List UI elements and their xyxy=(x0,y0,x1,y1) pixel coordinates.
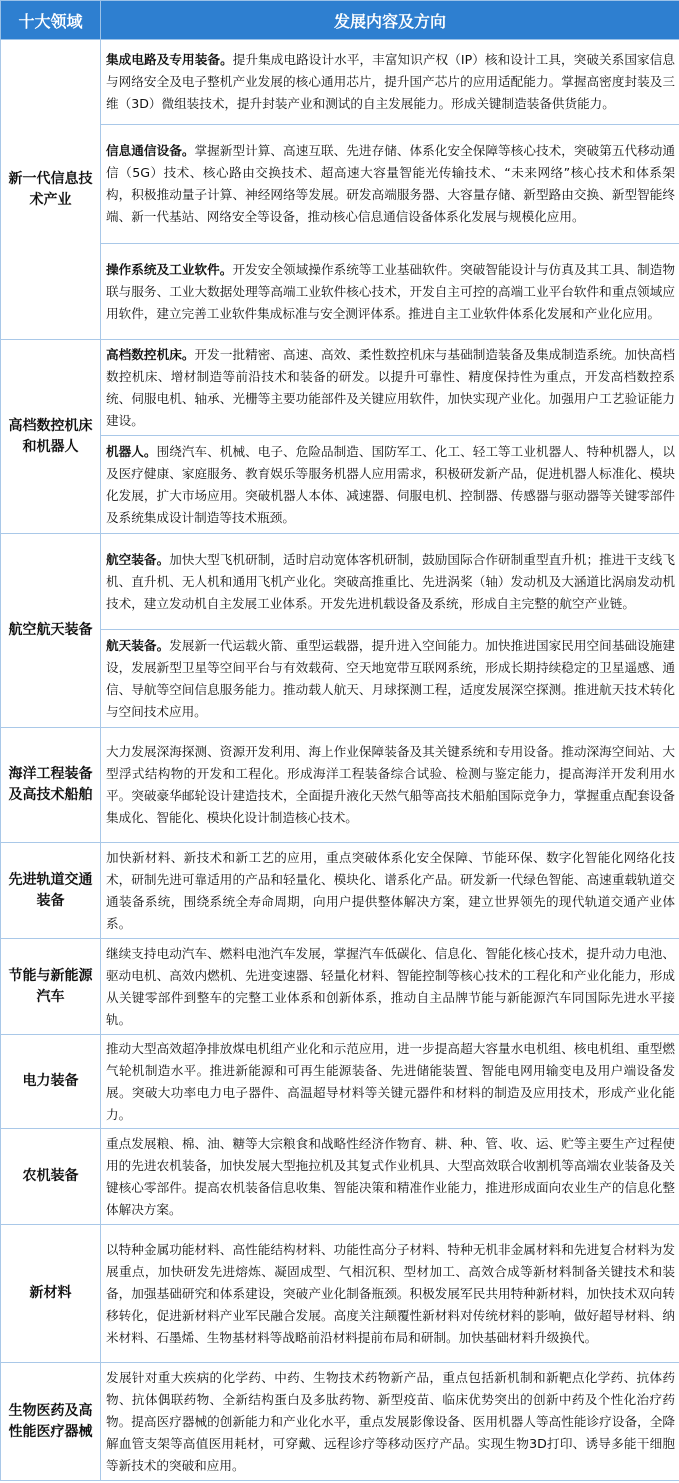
table-row xyxy=(1,534,679,630)
domain-item xyxy=(101,436,679,534)
item-text: 以特种金属功能材料、高性能结构材料、功能性高分子材料、特种无机非金属材料和先进复合材料为发展重点，加快研发先进熔炼、凝固成型、气相沉积、型材加工、高效合成等新材料制备关键技术和装备，加强基础研究和体系建设，突破产业化制备瓶颈。积极发展军民共用特种新材料，加快技术双向转移转化，促进新材料产业军民融合发展。高度关注颠覆性新材料对传统材料的影响，做好超导材料、纳米材料、石墨烯、生物基材料等战略前沿材料提前布局和研制。加快基础材料升级换代。 xyxy=(106,1241,675,1345)
item-text: 继续支持电动汽车、燃料电池汽车发展，掌握汽车低碳化、信息化、智能化核心技术，提升动力电池、驱动电机、高效内燃机、先进变速器、轻量化材料、智能控制等核心技术的工程化和产业化能力，形成从关键零部件到整车的完整工业体系和创新体系，推动自主品牌节能与新能源汽车同国际先进水平接轨。 xyxy=(106,945,675,1027)
item-text: 掌握新型计算、高速互联、先进存储、体系化安全保障等核心技术，突破第五代移动通信（5G）技术、核心路由交换技术、超高速大容量智能光传输技术、“未来网络”核心技术和体系架构，积极推动量子计算、神经网络等发展。研发高端服务器、大容量存储、新型路由交换、新型智能终端、新一代基站、网络安全等设备，推动核心信息通信设备体系化发展与规模化应用。 xyxy=(106,143,676,224)
domain-name: 新一代信息技术产业 xyxy=(1,40,101,340)
domain-name: 先进轨道交通装备 xyxy=(1,843,101,939)
item-title: 机器人。 xyxy=(106,443,157,459)
table-row xyxy=(1,728,679,843)
item-text: 围绕汽车、机械、电子、危险品制造、国防军工、化工、轻工等工业机器人、特种机器人，以及医疗健康、家庭服务、教育娱乐等服务机器人应用需求，积极研发新产品，促进机器人标准化、模块化发展，扩大市场应用。突破机器人本体、减速器、伺服电机、控制器、传感器与驱动器等关键零部件及系统集成设计制造等技术瓶颈。 xyxy=(106,443,676,525)
domain-item xyxy=(101,939,679,1035)
domain-name: 农机装备 xyxy=(1,1129,101,1225)
item-text: 发展新一代运载火箭、重型运载器，提升进入空间能力。加快推进国家民用空间基础设施建设，发展新型卫星等空间平台与有效载荷、空天地宽带互联网系统，形成长期持续稳定的卫星遥感、通信、导航等空间信息服务能力。推动载人航天、月球探测工程，适度发展深空探测。推进航天技术转化与空间技术应用。 xyxy=(106,637,676,719)
domain-item xyxy=(101,534,679,630)
table-row xyxy=(1,939,679,1035)
domain-item xyxy=(101,340,679,436)
item-text: 开发一批精密、高速、高效、柔性数控机床与基础制造装备及集成制造系统。加快高档数控机床、增材制造等前沿技术和装备的研发。以提升可靠性、精度保持性为重点，开发高档数控系统、伺服电机、轴承、光栅等主要功能部件及关键应用软件，加快实现产业化。加强用户工艺验证能力建设。 xyxy=(106,346,676,428)
domain-item xyxy=(101,630,679,728)
table-row xyxy=(1,1129,679,1225)
domain-name: 电力装备 xyxy=(1,1035,101,1129)
domain-item xyxy=(101,1363,679,1481)
table-row xyxy=(1,125,679,244)
table-row xyxy=(1,843,679,939)
table-row xyxy=(1,1363,679,1481)
table-row xyxy=(1,1035,679,1129)
domain-name: 航空航天装备 xyxy=(1,534,101,728)
domain-item xyxy=(101,1129,679,1225)
domain-name: 高档数控机床和机器人 xyxy=(1,340,101,534)
domain-item xyxy=(101,244,679,340)
domain-item xyxy=(101,728,679,843)
domain-item xyxy=(101,40,679,125)
item-title: 航空装备。 xyxy=(106,551,170,567)
domain-item xyxy=(101,1035,679,1129)
item-text: 开发安全领域操作系统等工业基础软件。突破智能设计与仿真及其工具、制造物联与服务、工业大数据处理等高端工业软件核心技术，开发自主可控的高端工业平台软件和重点领域应用软件，建立完善工业软件集成标准与安全测评体系。推进自主工业软件体系化发展和产业化应用。 xyxy=(106,261,676,321)
domain-item xyxy=(101,843,679,939)
item-title: 集成电路及专用装备。 xyxy=(106,52,233,67)
table-row xyxy=(1,40,679,125)
table-row xyxy=(1,436,679,534)
table-row xyxy=(1,630,679,728)
item-text: 大力发展深海探测、资源开发利用、海上作业保障装备及其关键系统和专用设备。推动深海空间站、大型浮式结构物的开发和工程化。形成海洋工程装备综合试验、检测与鉴定能力，提高海洋开发利用水平。突破豪华邮轮设计建造技术，全面提升液化天然气船等高技术船舶国际竞争力，掌握重点配套设备集成化、智能化、模块化设计制造核心技术。 xyxy=(106,744,675,825)
domain-name: 生物医药及高性能医疗器械 xyxy=(1,1363,101,1481)
domain-item xyxy=(101,125,679,244)
header-content: 发展内容及方向 xyxy=(101,1,679,40)
item-title: 航天装备。 xyxy=(106,637,170,653)
domain-item xyxy=(101,1225,679,1363)
header-domain: 十大领域 xyxy=(1,1,101,40)
table-header-row xyxy=(1,1,679,40)
domain-name: 海洋工程装备及高技术船舶 xyxy=(1,728,101,843)
table-row xyxy=(1,1225,679,1363)
item-text: 加快新材料、新技术和新工艺的应用，重点突破体系化安全保障、节能环保、数字化智能化网络化技术，研制先进可靠适用的产品和轻量化、模块化、谱系化产品。研发新一代绿色智能、高速重载轨道交通装备系统，围绕系统全寿命周期，向用户提供整体解决方案，建立世界领先的现代轨道交通产业体系。 xyxy=(106,849,675,931)
item-text: 提升集成电路设计水平，丰富知识产权（IP）核和设计工具，突破关系国家信息与网络安全及电子整机产业发展的核心通用芯片，提升国产芯片的应用适配能力。掌握高密度封装及三维（3D）微组装技术，提升封装产业和测试的自主发展能力。形成关键制造装备供货能力。 xyxy=(106,52,675,111)
item-title: 高档数控机床。 xyxy=(106,346,195,362)
item-title: 信息通信设备。 xyxy=(106,143,195,158)
item-title: 操作系统及工业软件。 xyxy=(106,261,233,277)
item-text: 加快大型飞机研制，适时启动宽体客机研制，鼓励国际合作研制重型直升机；推进干支线飞机、直升机、无人机和通用飞机产业化。突破高推重比、先进涡桨（轴）发动机及大涵道比涡扇发动机技术，建立发动机自主发展工业体系。开发先进机载设备及系统，形成自主完整的航空产业链。 xyxy=(106,551,676,611)
table-row xyxy=(1,244,679,340)
domain-name: 新材料 xyxy=(1,1225,101,1363)
table-row xyxy=(1,340,679,436)
item-text: 重点发展粮、棉、油、糖等大宗粮食和战略性经济作物育、耕、种、管、收、运、贮等主要生产过程使用的先进农机装备，加快发展大型拖拉机及其复式作业机具、大型高效联合收割机等高端农业装备及关键核心零部件。提高农机装备信息收集、智能决策和精准作业能力，推进形成面向农业生产的信息化整体解决方案。 xyxy=(106,1135,675,1217)
item-text: 推动大型高效超净排放煤电机组产业化和示范应用，进一步提高超大容量水电机组、核电机组、重型燃气轮机制造水平。推进新能源和可再生能源装备、先进储能装置、智能电网用输变电及用户端设备发展。突破大功率电力电子器件、高温超导材料等关键元器件和材料的制造及应用技术，形成产业化能力。 xyxy=(106,1040,675,1122)
item-text: 发展针对重大疾病的化学药、中药、生物技术药物新产品，重点包括新机制和新靶点化学药、抗体药物、抗体偶联药物、全新结构蛋白及多肽药物、新型疫苗、临床优势突出的创新中药及个性化治疗药物。提高医疗器械的创新能力和产业化水平，重点发展影像设备、医用机器人等高性能诊疗设备，全降解血管支架等高值医用耗材，可穿戴、远程诊疗等移动医疗产品。实现生物3D打印、诱导多能干细胞等新技术的突破和应用。 xyxy=(106,1369,675,1473)
domain-name: 节能与新能源汽车 xyxy=(1,939,101,1035)
